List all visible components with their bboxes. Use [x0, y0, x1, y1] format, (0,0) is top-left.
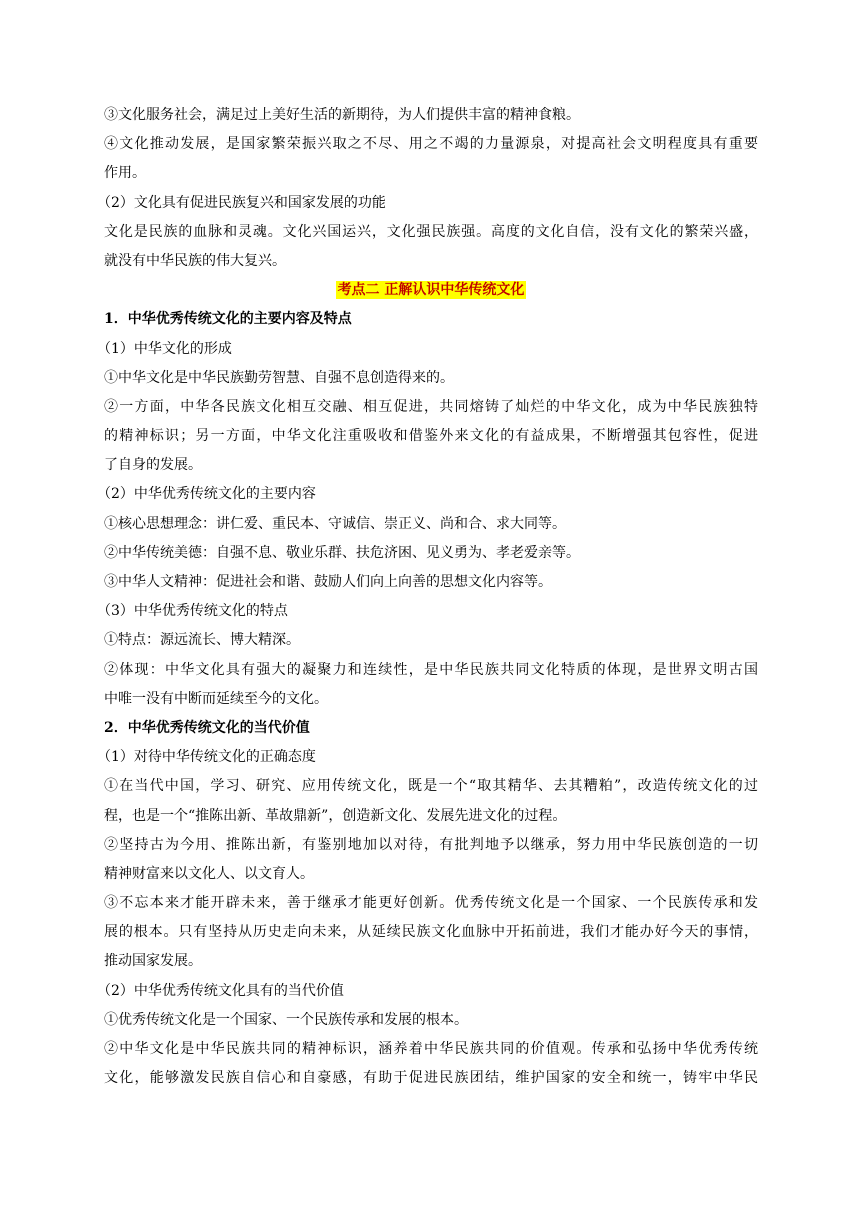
heading-line: 2．中华优秀传统文化的当代价值 [104, 719, 310, 736]
heading-line: 1．中华优秀传统文化的主要内容及特点 [104, 311, 352, 328]
subheading-line: （2）中华优秀传统文化具有的当代价值 [97, 982, 344, 999]
paragraph-line: 文化，能够激发民族自信心和自豪感，有助于促进民族团结，维护国家的安全和统一，铸牢中华民 [104, 1070, 758, 1087]
subheading-line: （2）文化具有促进民族复兴和国家发展的功能 [97, 194, 386, 211]
paragraph-line: 精神财富来以文化人、以文育人。 [104, 865, 314, 882]
paragraph-line: ②中华传统美德：自强不息、敬业乐群、扶危济困、见义勇为、孝老爱亲等。 [104, 544, 580, 561]
paragraph-line: ①优秀传统文化是一个国家、一个民族传承和发展的根本。 [104, 1011, 468, 1028]
paragraph-line: ①在当代中国，学习、研究、应用传统文化，既是一个“取其精华、去其糟粕”，改造传统文化的过 [104, 778, 758, 795]
paragraph-line: ②坚持古为今用、推陈出新，有鉴别地加以对待，有批判地予以继承，努力用中华民族创造的一切 [104, 836, 758, 853]
paragraph-line: ①中华文化是中华民族勤劳智慧、自强不息创造得来的。 [104, 369, 454, 386]
paragraph-line: 展的根本。只有坚持从历史走向未来，从延续民族文化血脉中开拓前进，我们才能办好今天的事情， [104, 924, 758, 941]
section-title: 考点二 正解认识中华传统文化 [337, 282, 525, 299]
subheading-line: （1）中华文化的形成 [97, 340, 232, 357]
paragraph-line: ②中华文化是中华民族共同的精神标识，涵养着中华民族共同的价值观。传承和弘扬中华优秀传统 [104, 1041, 758, 1057]
subheading-line: （1）对待中华传统文化的正确态度 [97, 749, 316, 766]
paragraph-line: ①特点：源远流长、博大精深。 [104, 632, 300, 649]
paragraph-line: ③中华人文精神：促进社会和谐、鼓励人们向上向善的思想文化内容等。 [104, 574, 552, 590]
paragraph-line: ②体现：中华文化具有强大的凝聚力和连续性，是中华民族共同文化特质的体现，是世界文明古国 [104, 661, 758, 678]
paragraph-line: 就没有中华民族的伟大复兴。 [104, 252, 286, 269]
paragraph-line: ②一方面，中华各民族文化相互交融、相互促进，共同熔铸了灿烂的中华文化，成为中华民族独特 [104, 398, 758, 415]
section-title-row [104, 276, 758, 305]
paragraph-line: 文化是民族的血脉和灵魂。文化兴国运兴，文化强民族强。高度的文化自信，没有文化的繁荣兴盛， [104, 223, 758, 240]
subheading-line: （3）中华优秀传统文化的特点 [97, 603, 288, 620]
paragraph-line: ④文化推动发展，是国家繁荣振兴取之不尽、用之不竭的力量源泉，对提高社会文明程度具有重要 [104, 136, 758, 153]
paragraph-line: 程，也是一个“推陈出新、革故鼎新”，创造新文化、发展先进文化的过程。 [104, 807, 567, 824]
paragraph-line: 作用。 [104, 165, 146, 182]
paragraph-line: ③不忘本来才能开辟未来，善于继承才能更好创新。优秀传统文化是一个国家、一个民族传承和发 [104, 895, 758, 912]
paragraph-line: 推动国家发展。 [104, 953, 202, 970]
paragraph-line: ③文化服务社会，满足过上美好生活的新期待，为人们提供丰富的精神食粮。 [104, 107, 580, 123]
paragraph-line: 中唯一没有中断而延续至今的文化。 [104, 690, 328, 707]
paragraph-line: 的精神标识；另一方面，中华文化注重吸收和借鉴外来文化的有益成果，不断增强其包容性，促进 [104, 428, 758, 445]
document-body [97, 101, 758, 1093]
paragraph-line: ①核心思想理念：讲仁爱、重民本、守诚信、崇正义、尚和合、求大同等。 [104, 515, 566, 532]
subheading-line: （2）中华优秀传统文化的主要内容 [97, 486, 316, 503]
paragraph-line: 了自身的发展。 [104, 457, 202, 474]
